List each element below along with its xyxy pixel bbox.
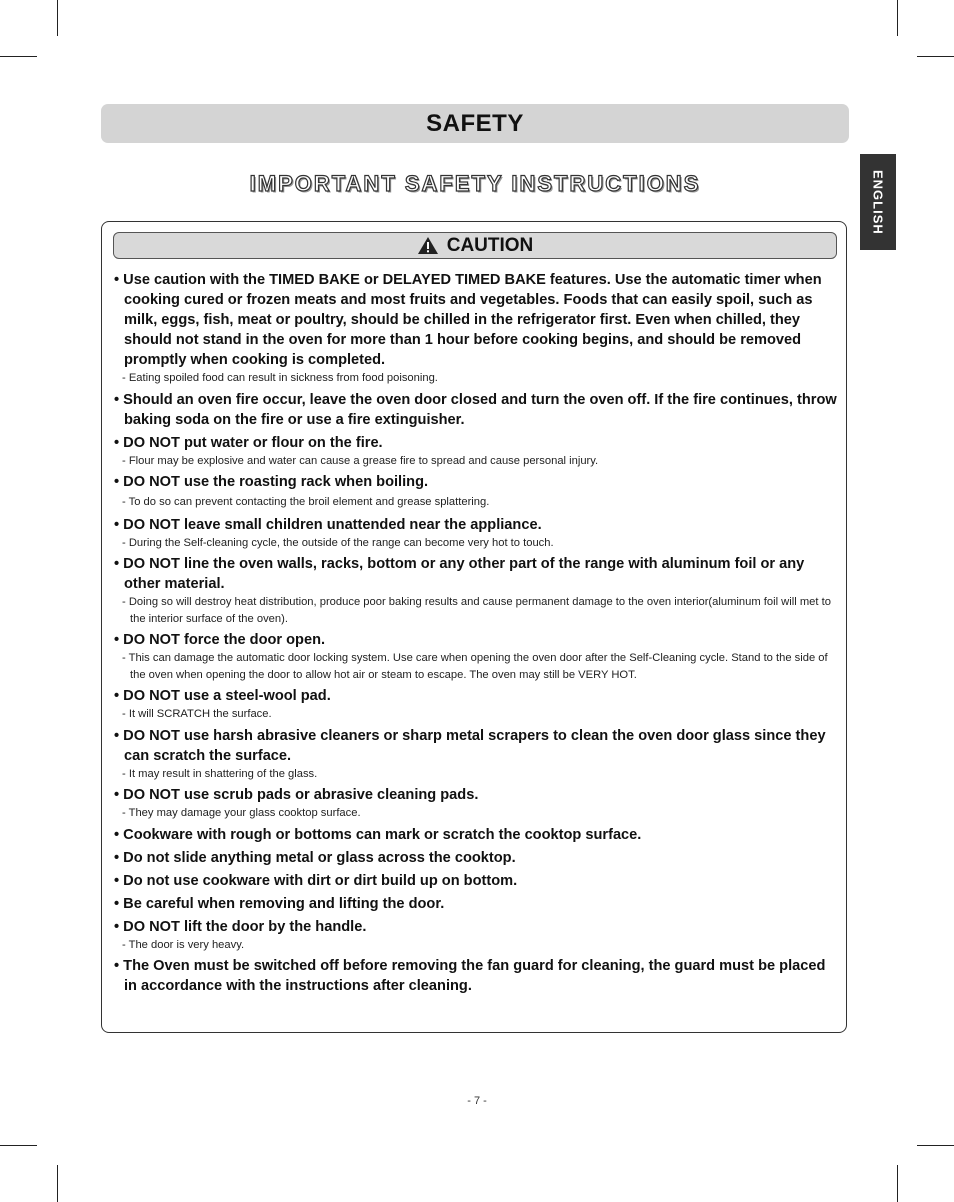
item-text: • DO NOT lift the door by the handle. <box>114 918 367 935</box>
list-item <box>114 554 838 627</box>
item-note: - It will SCRATCH the surface. <box>122 708 272 720</box>
crop-mark <box>897 0 898 36</box>
item-note: - Eating spoiled food can result in sickness from food poisoning. <box>122 372 438 384</box>
language-tab-label: ENGLISH <box>870 169 886 235</box>
item-note: - This can damage the automatic door locking system. Use care when opening the oven door after the Self-Cleaning cycle. Stand to the side of the oven when opening the door to allow hot air or steam to escape. The oven may still be VERY HOT. <box>122 652 828 681</box>
list-item <box>114 956 838 996</box>
section-title: SAFETY <box>426 109 524 137</box>
item-text: • DO NOT leave small children unattended near the appliance. <box>114 516 542 533</box>
crop-mark <box>0 1145 37 1146</box>
item-text: • Do not slide anything metal or glass across the cooktop. <box>114 849 516 866</box>
item-text: • DO NOT line the oven walls, racks, bottom or any other part of the range with aluminum foil or any other material. <box>114 556 805 592</box>
item-text: • DO NOT put water or flour on the fire. <box>114 434 383 451</box>
item-note: - To do so can prevent contacting the broil element and grease splattering. <box>122 496 490 508</box>
list-item <box>114 848 838 868</box>
crop-mark <box>57 1165 58 1202</box>
list-item <box>114 785 838 822</box>
caution-label: CAUTION <box>446 234 534 256</box>
item-note: - During the Self-cleaning cycle, the outside of the range can become very hot to touch. <box>122 536 554 549</box>
list-item <box>114 433 838 470</box>
crop-mark <box>57 0 58 36</box>
caution-list <box>114 270 838 996</box>
item-text: • The Oven must be switched off before removing the fan guard for cleaning, the guard must be placed in accordance with the instructions after cleaning. <box>114 958 826 994</box>
list-item <box>114 630 838 683</box>
item-note: - The door is very heavy. <box>122 938 245 951</box>
item-text: • DO NOT use harsh abrasive cleaners or sharp metal scrapers to clean the oven door glass since they can scratch the surface. <box>114 727 826 764</box>
item-text: • Use caution with the TIMED BAKE or DELAYED TIMED BAKE features. Use the automatic timer when cooking cured or frozen meats and most fruits and vegetables. Foods that can easily spoil, such as milk, eggs, fish, meat or poultry, should be chilled in the refrigerator first. Even when chilled, they should not stand in the oven for more than 1 hour before cooking begins, and should be removed promptly when cooking is completed. <box>114 272 822 368</box>
item-note: - It may result in shattering of the glass. <box>122 767 318 780</box>
page-subtitle: IMPORTANT SAFETY INSTRUCTIONS <box>249 171 701 196</box>
item-text: • Be careful when removing and lifting the door. <box>114 895 445 912</box>
crop-mark <box>917 56 954 57</box>
item-text: • DO NOT use scrub pads or abrasive cleaning pads. <box>114 787 479 803</box>
list-item <box>114 270 838 387</box>
list-item <box>114 726 838 783</box>
crop-mark <box>897 1165 898 1202</box>
list-item <box>114 515 838 552</box>
item-text: • DO NOT use the roasting rack when boiling. <box>114 474 429 490</box>
section-header <box>101 104 849 143</box>
warning-triangle-icon <box>417 236 439 255</box>
language-tab <box>860 154 896 250</box>
item-text: • DO NOT use a steel-wool pad. <box>114 688 331 704</box>
item-note: - They may damage your glass cooktop surface. <box>122 807 361 819</box>
caution-header <box>113 232 837 259</box>
caution-box <box>101 221 847 1033</box>
list-item <box>114 871 838 891</box>
list-item <box>114 825 838 845</box>
crop-mark <box>0 56 37 57</box>
item-text: • Do not use cookware with dirt or dirt build up on bottom. <box>114 872 518 889</box>
list-item <box>114 894 838 914</box>
list-item <box>114 472 838 511</box>
item-text: • Should an oven fire occur, leave the oven door closed and turn the oven off. If the fire continues, throw baking soda on the fire or use a fire extinguisher. <box>114 391 837 428</box>
item-text: • Cookware with rough or bottoms can mark or scratch the cooktop surface. <box>114 826 642 843</box>
item-text: • DO NOT force the door open. <box>114 632 326 648</box>
list-item <box>114 917 838 954</box>
page-number: - 7 - <box>467 1095 487 1107</box>
list-item <box>114 390 838 430</box>
item-note: - Doing so will destroy heat distribution, produce poor baking results and cause permanent damage to the oven interior(aluminum foil will met to the interior surface of the oven). <box>122 596 831 625</box>
crop-mark <box>917 1145 954 1146</box>
item-note: - Flour may be explosive and water can cause a grease fire to spread and cause personal injury. <box>122 454 599 467</box>
list-item <box>114 686 838 723</box>
